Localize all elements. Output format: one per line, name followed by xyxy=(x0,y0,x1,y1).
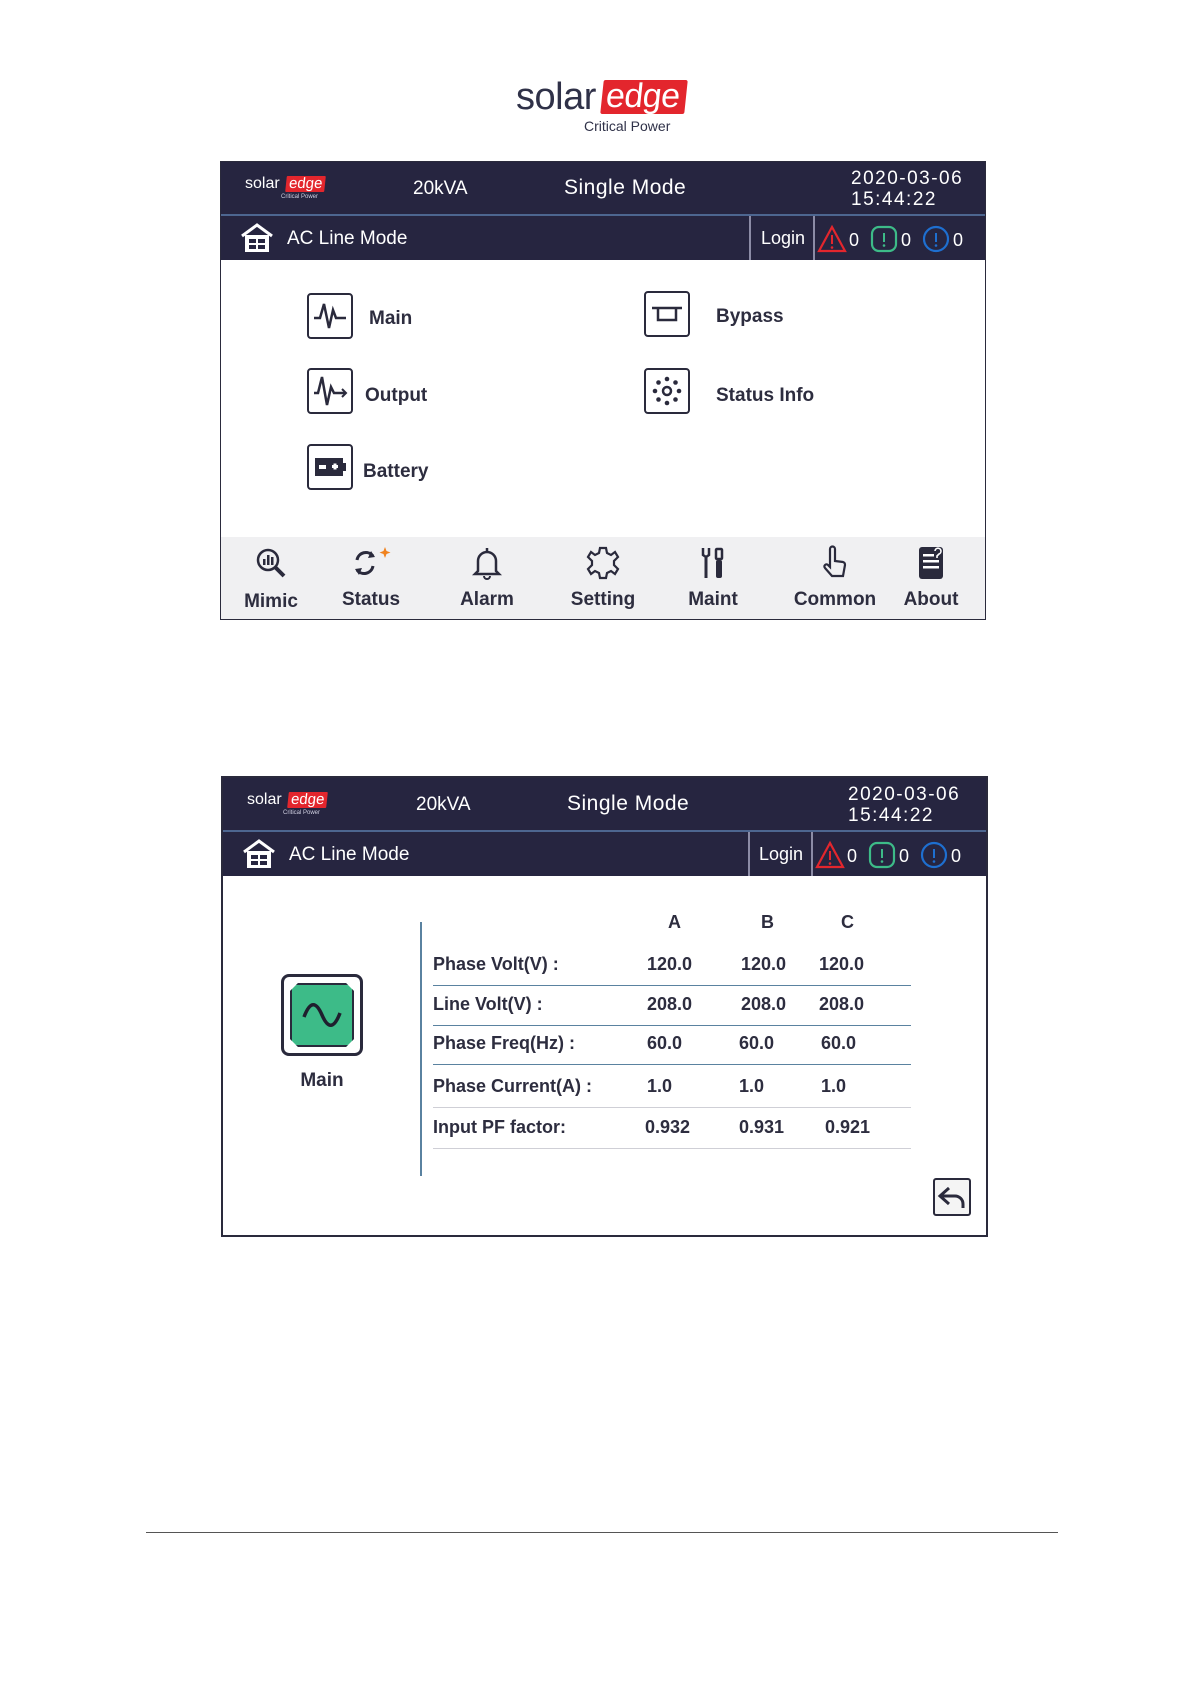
document-icon xyxy=(913,545,949,581)
info-count: 0 xyxy=(951,846,962,866)
critical-alarm-icon xyxy=(817,224,847,254)
value-b: 0.931 xyxy=(739,1117,785,1137)
datetime xyxy=(848,784,960,826)
mode-title: Single Mode xyxy=(564,176,687,199)
value-b: 1.0 xyxy=(739,1076,765,1096)
table-row xyxy=(433,1109,911,1149)
nav-alarm[interactable]: Alarm xyxy=(445,545,529,615)
column-header-c: C xyxy=(841,912,854,932)
gear-dots-icon xyxy=(649,373,685,409)
value-a: 208.0 xyxy=(647,994,693,1014)
value-c: 60.0 xyxy=(821,1033,857,1053)
output-wave-icon xyxy=(312,373,348,409)
menu-item-status-info[interactable]: Status Info xyxy=(644,368,844,418)
value-c: 0.921 xyxy=(825,1117,871,1137)
row-divider xyxy=(433,1148,911,1150)
menu-item-battery[interactable]: Battery xyxy=(307,444,457,494)
warning-count: 0 xyxy=(901,230,912,250)
line-mode-label: AC Line Mode xyxy=(289,844,410,865)
back-button[interactable] xyxy=(933,1178,971,1216)
row-label: Phase Freq(Hz) : xyxy=(433,1033,576,1053)
column-header-b: B xyxy=(761,912,774,932)
capacity-label: 20kVA xyxy=(416,794,471,815)
alarm-counters[interactable] xyxy=(817,224,977,254)
table-row xyxy=(433,986,911,1026)
critical-count: 0 xyxy=(849,230,860,250)
nav-about[interactable]: About xyxy=(889,545,973,615)
login-button[interactable]: Login xyxy=(759,844,804,864)
alarm-counters[interactable] xyxy=(815,840,975,870)
time-label: 15:44:22 xyxy=(848,805,934,826)
menu-item-bypass[interactable]: Bypass xyxy=(644,291,824,341)
critical-alarm-icon xyxy=(815,840,845,870)
battery-icon xyxy=(312,449,348,485)
nav-status[interactable]: Status xyxy=(329,545,413,615)
brand-logo: solar edge Critical Power xyxy=(516,76,691,136)
value-a: 0.932 xyxy=(645,1117,691,1137)
divider xyxy=(813,216,815,260)
vertical-divider xyxy=(420,922,422,1176)
value-a: 1.0 xyxy=(647,1076,673,1096)
menu-screen xyxy=(220,161,986,620)
info-count: 0 xyxy=(953,230,964,250)
capacity-label: 20kVA xyxy=(413,178,468,199)
back-arrow-icon xyxy=(935,1180,969,1214)
line-mode-label: AC Line Mode xyxy=(287,228,408,249)
sine-wave-icon xyxy=(292,985,352,1045)
magnifier-chart-icon xyxy=(253,545,289,581)
refresh-star-icon xyxy=(347,545,395,581)
table-row xyxy=(433,1068,911,1108)
row-label: Line Volt(V) : xyxy=(433,994,543,1014)
menu-item-output[interactable]: Output xyxy=(307,368,457,418)
info-alarm-icon xyxy=(921,224,951,254)
nav-common[interactable]: Common xyxy=(785,545,885,615)
mode-title: Single Mode xyxy=(567,792,690,815)
critical-count: 0 xyxy=(847,846,858,866)
divider xyxy=(749,216,751,260)
value-c: 1.0 xyxy=(821,1076,847,1096)
mode-bar xyxy=(223,832,986,876)
main-detail-screen xyxy=(221,776,988,1237)
table-row xyxy=(433,946,911,986)
value-b: 208.0 xyxy=(741,994,787,1014)
login-button[interactable]: Login xyxy=(761,228,806,248)
row-label: Phase Volt(V) : xyxy=(433,954,559,974)
main-source-icon xyxy=(281,974,363,1056)
main-caption: Main xyxy=(300,1070,344,1091)
sine-wave-icon xyxy=(312,298,348,334)
row-divider xyxy=(433,1107,911,1109)
info-alarm-icon xyxy=(919,840,949,870)
value-b: 120.0 xyxy=(741,954,787,974)
home-icon[interactable] xyxy=(239,222,275,254)
header-logo: solar edge Critical Power xyxy=(245,174,335,204)
menu-item-main[interactable]: Main xyxy=(307,293,457,343)
divider xyxy=(811,832,813,876)
row-label: Phase Current(A) : xyxy=(433,1076,593,1096)
home-icon[interactable] xyxy=(241,838,277,870)
header-logo: solar edge Critical Power xyxy=(247,790,337,820)
warning-count: 0 xyxy=(899,846,910,866)
warning-alarm-icon xyxy=(869,224,899,254)
footer-divider xyxy=(146,1532,1058,1533)
gear-icon xyxy=(585,545,621,581)
bypass-icon xyxy=(649,296,685,332)
date-label: 2020-03-06 xyxy=(851,168,964,189)
row-label: Input PF factor: xyxy=(433,1117,566,1137)
value-a: 120.0 xyxy=(647,954,693,974)
table-row xyxy=(433,1025,911,1065)
warning-alarm-icon xyxy=(867,840,897,870)
nav-setting[interactable]: Setting xyxy=(561,545,645,615)
bottom-nav xyxy=(221,537,985,619)
value-b: 60.0 xyxy=(739,1033,775,1053)
bell-icon xyxy=(469,545,505,581)
nav-maint[interactable]: Maint xyxy=(671,545,755,615)
row-divider xyxy=(433,1064,911,1066)
time-label: 15:44:22 xyxy=(851,189,937,210)
date-label: 2020-03-06 xyxy=(848,784,961,805)
divider xyxy=(748,832,750,876)
hand-pointer-icon xyxy=(817,545,853,581)
value-c: 208.0 xyxy=(819,994,865,1014)
mode-bar xyxy=(221,216,985,260)
value-c: 120.0 xyxy=(819,954,865,974)
tools-icon xyxy=(695,545,731,581)
status-header xyxy=(221,162,985,216)
value-a: 60.0 xyxy=(647,1033,683,1053)
nav-mimic[interactable]: Mimic xyxy=(229,545,313,615)
status-header xyxy=(223,778,986,832)
datetime xyxy=(851,168,963,210)
column-header-a: A xyxy=(668,912,681,932)
